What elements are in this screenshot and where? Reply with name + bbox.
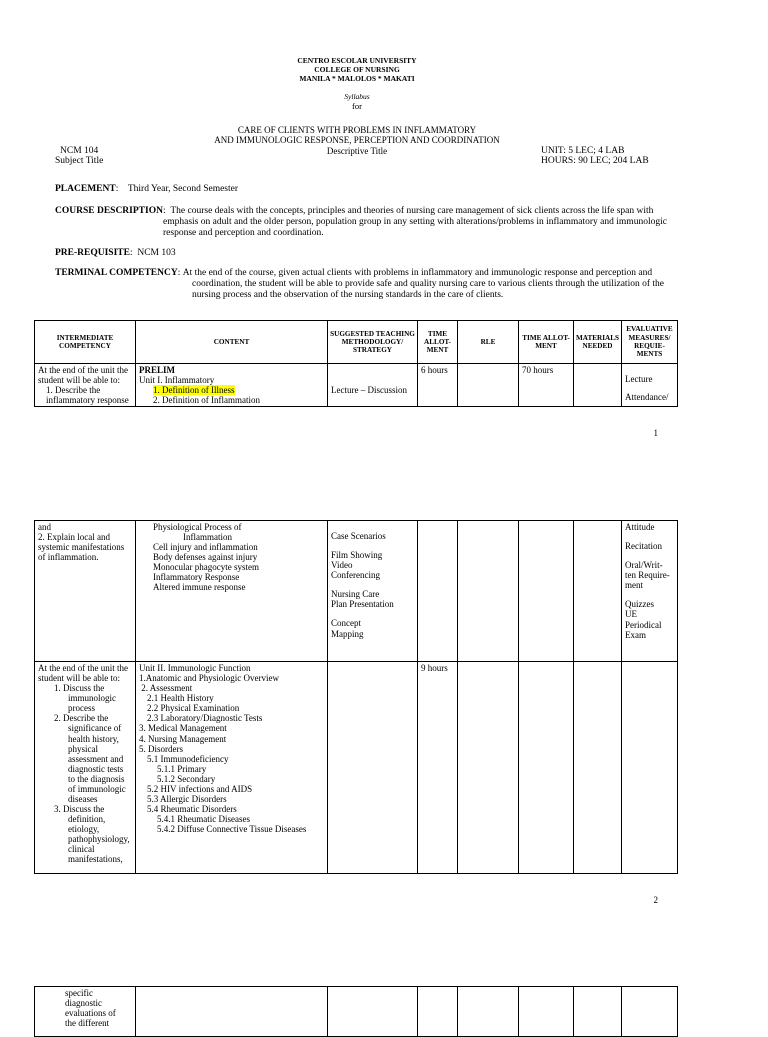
course-title-line1: CARE OF CLIENTS WITH PROBLEMS IN INFLAMMATORY <box>237 125 477 135</box>
for-label: for <box>352 101 362 111</box>
content-cell: Unit II. Immunologic Function 1.Anatomic and Physiologic Overview 2. Assessment 2.1 Health History 2.2 Physical Examination 2.3 Laboratory/Diagnostic Tests 3. Medical Management 4. Nursing Management 5. Disorders 5.1 Immunodeficiency 5.1.1 Primary 5.1.2 Secondary 5.2 HIV infections and AIDS 5.3 Allergic Disorders 5.4 Rheumatic Disorders 5.4.1 Rheumatic Diseases 5.4.2 Diffuse Connective Tissue Diseases <box>136 662 328 874</box>
rle-cell <box>458 521 519 662</box>
syllabus-table-page3 <box>34 986 678 1037</box>
header-strategy: SUGGESTED TEACHING METHODOLOGY/ STRATEGY <box>328 321 418 364</box>
campus-list: MANILA * MALOLOS * MAKATI <box>299 74 415 83</box>
strategy-cell <box>328 987 418 1037</box>
evaluative-cell <box>622 662 678 874</box>
header-rle: RLE <box>458 321 519 364</box>
page-number-2: 2 <box>653 895 658 905</box>
subject-code: NCM 104 <box>60 146 99 156</box>
header-content: CONTENT <box>136 321 328 364</box>
evaluative-cell: Attitude Recitation Oral/Writ- ten Require- ment Quizzes UE Periodical Exam <box>622 521 678 662</box>
time-cell: 9 hours <box>418 662 458 874</box>
college-name: COLLEGE OF NURSING <box>314 65 400 74</box>
descriptive-title-label: Descriptive Title <box>326 146 388 156</box>
evaluative-cell <box>622 987 678 1037</box>
course-description: COURSE DESCRIPTION: The course deals with the concepts, principles and theories of nursing care management of sick clients across the life span with <box>55 206 654 216</box>
terminal-competency-line1: At the end of the course, given actual clients with problems in inflammatory and immunologic response and perception and <box>182 268 653 278</box>
syllabus-label: Syllabus <box>344 92 370 101</box>
strategy-cell <box>328 662 418 874</box>
university-name: CENTRO ESCOLAR UNIVERSITY <box>297 56 417 65</box>
header-materials: MATERIALS NEEDED <box>574 321 622 364</box>
competency-cell: and 2. Explain local and systemic manifestations of inflammation. <box>35 521 136 662</box>
subject-title-label: Subject Title <box>55 156 104 166</box>
placement: PLACEMENT: Third Year, Second Semester <box>55 184 239 194</box>
header-time2: TIME ALLOT- MENT <box>519 321 574 364</box>
highlighted-text: 1. Definition of Illness <box>153 385 235 396</box>
table-row <box>35 987 678 1037</box>
course-title-line2: AND IMMUNOLOGIC RESPONSE, PERCEPTION AND COORDINATION <box>214 135 500 145</box>
terminal-competency-label: TERMINAL COMPETENCY <box>55 268 178 278</box>
time2-cell <box>519 662 574 874</box>
page-number-1: 1 <box>653 428 658 438</box>
strategy-cell: Case Scenarios Film Showing Video Conferencing Nursing Care Plan Presentation Concept Mapping <box>328 521 418 662</box>
time-cell <box>418 987 458 1037</box>
course-description-line3: response and perception and coordination. <box>163 228 324 238</box>
table-header-row <box>35 321 678 364</box>
terminal-competency: TERMINAL COMPETENCY: At the end of the course, given actual clients with problems in inflammatory and immunologic response and perception and <box>55 268 653 278</box>
syllabus-table-page2 <box>34 520 678 874</box>
placement-value: Third Year, Second Semester <box>127 184 239 194</box>
materials-cell <box>574 364 622 407</box>
header-competency: INTERMEDIATE COMPETENCY <box>35 321 136 364</box>
time2-cell <box>519 987 574 1037</box>
terminal-competency-line2: coordination, the student will be able to provide safe and quality nursing care to various clients through the utilization of the <box>192 279 664 289</box>
content-cell: PRELIM Unit I. Inflammatory 1. Definition of Illness 2. Definition of Inflammation <box>136 364 328 407</box>
strategy-cell: Lecture – Discussion <box>328 364 418 407</box>
competency-cell: At the end of the unit the student will be able to: 1. Discuss the immunologic process 2. Describe the significance of health history, physical assessment and diagnostic tests to the diagnosis of immunologic diseases 3. Discuss the definition, etiology, pathophysiology, clinical manifestations, <box>35 662 136 874</box>
materials-cell <box>574 987 622 1037</box>
prerequisite-value: NCM 103 <box>137 248 176 258</box>
materials-cell <box>574 662 622 874</box>
hours-info: HOURS: 90 LEC; 204 LAB <box>541 156 649 166</box>
units-info: UNIT: 5 LEC; 4 LAB <box>541 146 625 156</box>
course-description-label: COURSE DESCRIPTION <box>55 206 163 216</box>
rle-cell <box>458 364 519 407</box>
time-cell: 6 hours <box>418 364 458 407</box>
rle-cell <box>458 987 519 1037</box>
prerequisite-label: PRE-REQUISITE <box>55 248 130 258</box>
time2-cell: 70 hours <box>519 364 574 407</box>
competency-cell: specific diagnostic evaluations of the different <box>35 987 136 1037</box>
table-row <box>35 662 678 874</box>
syllabus-table-page1 <box>34 320 678 407</box>
time-cell <box>418 521 458 662</box>
header-evaluative: EVALUATIVE MEASURES/ REQUIE- MENTS <box>622 321 678 364</box>
content-cell: Physiological Process of Inflammation Cell injury and inflammation Body defenses against injury Monocular phagocyte system Inflammatory Response Altered immune response <box>136 521 328 662</box>
prerequisite: PRE-REQUISITE: NCM 103 <box>55 248 176 258</box>
competency-cell: At the end of the unit the student will be able to: 1. Describe the inflammatory response <box>35 364 136 407</box>
time2-cell <box>519 521 574 662</box>
table-row <box>35 364 678 407</box>
content-cell <box>136 987 328 1037</box>
materials-cell <box>574 521 622 662</box>
terminal-competency-line3: nursing process and the observation of the nursing standards in the care of clients. <box>192 290 504 300</box>
evaluative-cell: Lecture Attendance/ <box>622 364 678 407</box>
placement-label: PLACEMENT <box>55 184 116 194</box>
header-time: TIME ALLOT- MENT <box>418 321 458 364</box>
rle-cell <box>458 662 519 874</box>
course-description-line1: The course deals with the concepts, principles and theories of nursing care management of sick clients across the life span with <box>170 206 654 216</box>
course-description-line2: emphasis on adult and the older person, population group in any setting with alterations/problems in inflammatory and immunologic <box>163 217 667 227</box>
table-row <box>35 521 678 662</box>
